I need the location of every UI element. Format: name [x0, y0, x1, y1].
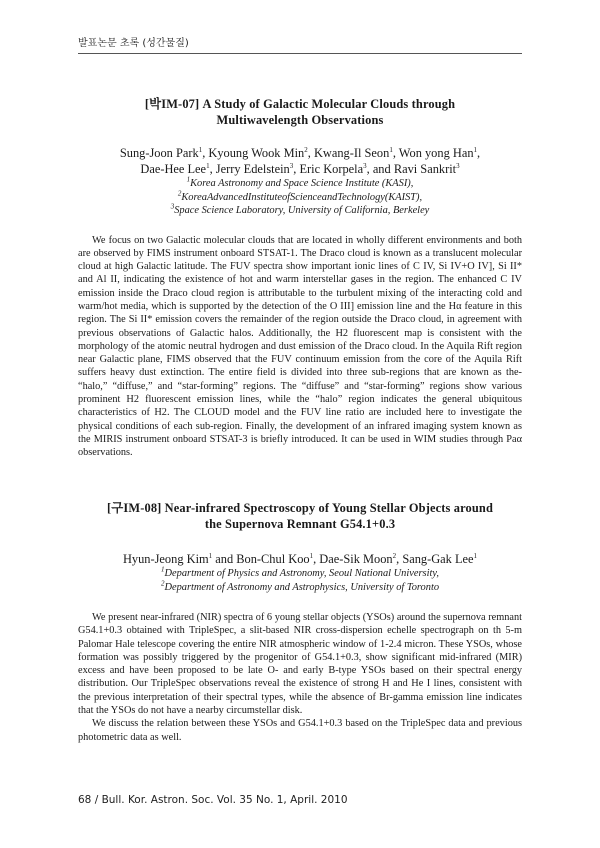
affiliation: $^1$Korea Astronomy and Space Science Institute (KASI),: [186, 175, 414, 189]
page-footer: 68 / Bull. Kor. Astron. Soc. Vol. 35 No. 1, April. 2010: [78, 794, 348, 806]
author-list: Sung-Joon Park$^1$, Kyoung Wook Min$^2$, Kwang-Il Seon$^1$, Won yong Han$^1$, Dae-Hee Lee$^1$, Jerry Edelstein$^3$, Eric Korpela$^3$, and Ravi Sankrit$^3$: [119, 145, 481, 176]
author: Jerry Edelstein$^3$: [215, 161, 294, 176]
author: Sung-Joon Park$^1$: [119, 145, 203, 160]
author: Won yong Han$^1$: [398, 145, 478, 160]
article-im07: [78, 96, 522, 460]
affiliation: $^3$Space Science Laboratory, University of California, Berkeley: [170, 202, 430, 216]
article-title: [78, 500, 522, 532]
abstract-paragraph: We focus on two Galactic molecular clouds that are located in wholly different environments and both are observed by FIMS instrument onboard STSAT-1. The Draco cloud is known as a translucent molecular cloud at high Galactic latitude. The FUV spectra show important ionic lines of C IV, Si IV+O IV], Si II* and Al II, indicating the existence of hot and warm interstellar gases in the region. The enhanced C IV emission inside the Draco cloud region is attributable to the turbulent mixing of the interacting cold and warm/hot media, which is supported by the detection of the O III] emission line and the Hα feature in this region. The Si II* emission covers the remainder of the region outside the Draco cloud, in agreement with previous observations of Galactic halos. Additionally, the H2 fluorescent map is consistent with the morphology of the atomic neutral hydrogen and dust emission of the Draco cloud. In the Aquila Rift region near Galactic plane, FIMS observed that the FUV continuum emission from the core of the Aquila Rift suffers heavy dust extinction. The entire field is divided into three sub-regions that are known as the- “halo,” “diffuse,” and “star-forming” regions. The “diffuse” and “star-forming” regions show various prominent H2 fluorescent emission lines, while the “halo” region indicates the general ubiquitous characteristics of H2. The CLOUD model and the FUV line ratio are included here to investigate the physical conditions of each sub-region. Finally, the development of an infrared imaging system known as the MIRIS instrument onboard STSAT-3 is briefly introduced. It can be used in WIM studies through Paα observations.: [78, 234, 522, 459]
article-title: [78, 96, 522, 128]
title-line-2: the Supernova Remnant G54.1+0.3: [204, 517, 396, 531]
and-word: and: [372, 162, 391, 176]
author: Kyoung Wook Min$^2$: [208, 145, 308, 160]
affiliation: $^2$KoreaAdvancedInstituteofScienceandTechnology(KAIST),: [177, 189, 423, 203]
author-list: Hyun-Jeong Kim$^1$ and Bon-Chul Koo$^1$, Dae-Sik Moon$^2$, Sang-Gak Lee$^1$: [122, 551, 478, 566]
author: Ravi Sankrit$^3$: [393, 161, 460, 176]
title-line-2: Multiwavelength Observations: [216, 113, 384, 127]
title-line-1: [구IM-08] Near-infrared Spectroscopy of Young Stellar Objects around: [106, 501, 494, 515]
and-word: and: [215, 552, 234, 566]
affiliation: $^1$Department of Physics and Astronomy, Seoul National University,: [161, 565, 439, 579]
abstract-paragraph: We present near-infrared (NIR) spectra of 6 young stellar objects (YSOs) around the supernova remnant G54.1+0.3 obtained with TripleSpec, a slit-based NIR cross-dispersion echelle spectrograph on th 5-m Palomar Hale telescope covering the entire NIR atmospheric window of 1-2.4 micron. These YSOs, whose formation was possibly triggered by the progenitor of G54.1+0.3, show significant mid-infrared (MIR) excess and have been proposed to be late O- and early B-type YSOs based on their spectral energy distribution. Our TripleSpec observations reveal the existence of strong H and He I lines, consistent with the previous interpretation of their spectral types, while the absence of Br-gamma emission line indicates that the YSOs do not have a nearby circumstellar disk.: [78, 612, 522, 717]
title-line-1: [박IM-07] A Study of Galactic Molecular Clouds through: [144, 97, 456, 111]
author: Sang-Gak Lee$^1$: [402, 551, 478, 566]
author: Dae-Sik Moon$^2$: [319, 551, 397, 566]
author: Kwang-Il Seon$^1$: [313, 145, 393, 160]
article-im08: [78, 500, 522, 744]
author: Hyun-Jeong Kim$^1$: [122, 551, 213, 566]
abstract-paragraph: We discuss the relation between these YSOs and G54.1+0.3 based on the TripleSpec data and previous photometric data as well.: [78, 718, 522, 743]
author: Bon-Chul Koo$^1$: [236, 551, 314, 566]
author: Dae-Hee Lee$^1$: [140, 161, 210, 176]
header-rule: [78, 53, 522, 54]
running-header: 발표논문 초록 (성간물질): [78, 38, 189, 49]
affiliation: $^2$Department of Astronomy and Astrophysics, University of Toronto: [160, 579, 440, 593]
author: Eric Korpela$^3$: [299, 161, 367, 176]
